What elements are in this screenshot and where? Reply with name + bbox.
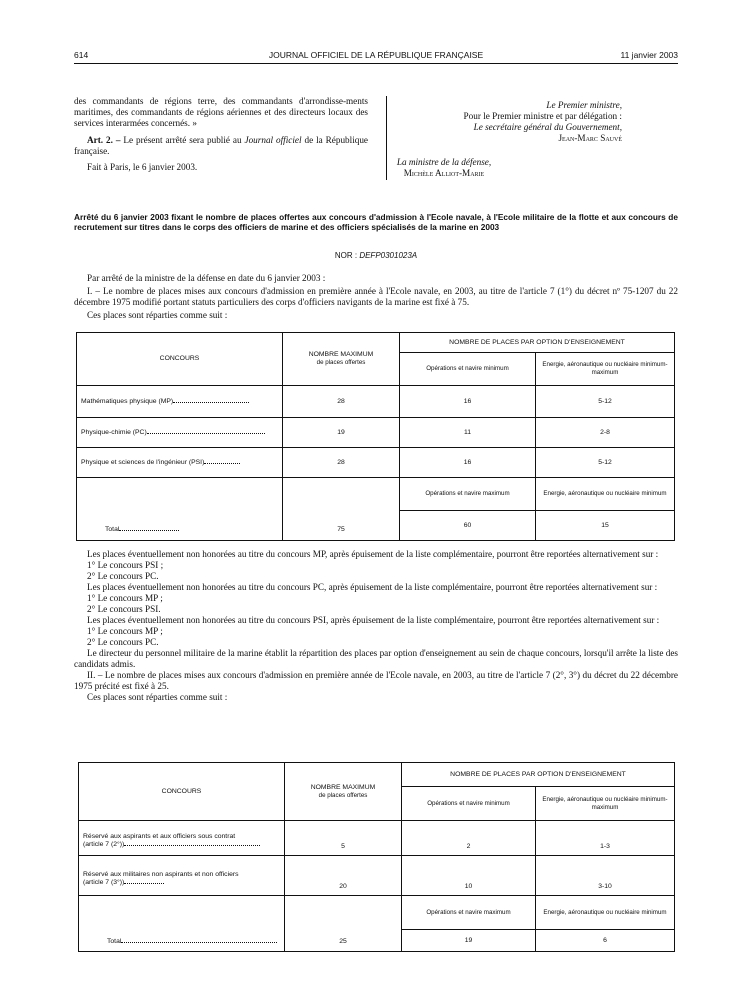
report-pc-item-2: 2° Le concours PSI.	[87, 604, 161, 614]
arrete-body	[74, 273, 678, 321]
article-2-text-b: de la République française.	[74, 135, 369, 156]
table-1-col-max-label: NOMBRE MAXIMUM	[308, 351, 374, 358]
section-1: I. – Le nombre de places mises aux concours d'admission en première année à l'Ecole navale, en 2003, au titre de l'article 7 (1°) du décret nº 75-1207 du 22 décembre 1975 modifié portant statuts particuliers des corps d'officiers navigants de la marine est fixé à 75.	[74, 286, 678, 307]
table-2-row-ops: 10	[402, 856, 536, 896]
table-1-total-energie: 15	[536, 511, 675, 541]
table-2-col-group: NOMBRE DE PLACES PAR OPTION D'ENSEIGNEMENT	[402, 763, 675, 787]
table-2-col-max-sub: de places offertes	[318, 791, 368, 799]
section-2: II. – Le nombre de places mises aux concours d'admission en première année de l'Ecole navale, en 2003, au titre de l'article 7 (2°, 3°) du décret du 22 décembre 1975 précité est fixé à 25.	[74, 670, 678, 691]
header-rule	[74, 63, 678, 64]
article-2-text-a: Le présent arrêté sera publié au	[123, 135, 242, 145]
report-psi-item-1: 1° Le concours MP ;	[87, 626, 163, 636]
table-1-col-max	[283, 333, 400, 386]
places-table-2	[78, 762, 675, 952]
table-2-row-label	[79, 821, 285, 856]
table-1-col-ops: Opérations et navire minimum	[400, 353, 536, 386]
pm-name: Jean-Marc Sauvé	[558, 133, 622, 143]
table-1-row-energie: 5-12	[536, 448, 675, 478]
table-2-total-energie-head: Energie, aéronautique ou nucléaire minimum	[536, 896, 675, 930]
row-label-text: Physique et sciences de l'ingénieur (PSI)	[81, 458, 205, 466]
leader-dots	[147, 433, 265, 434]
directeur-paragraph: Le directeur du personnel militaire de la marine établit la répartition des places par option d'enseignement au sein de chaque concours, lorsqu'il arrête la liste des candidats admis.	[74, 648, 678, 669]
article-2-label: Art. 2. –	[87, 135, 121, 145]
table-1-row-max: 19	[283, 418, 400, 448]
row-label-line-2-text: (article 7 (2°))	[83, 841, 125, 848]
arrete-title: Arrêté du 6 janvier 2003 fixant le nombre de places offertes aux concours d'admission à l'Ecole navale, à l'Ecole militaire de la flotte et aux concours de recrutement sur titres dans le corps des officiers de marine et des officiers spécialisés de la marine en 2003	[74, 212, 678, 232]
table-1-row-max: 28	[283, 386, 400, 418]
places-table-1	[76, 332, 675, 541]
defense-signature	[384, 157, 504, 179]
article-2-journal: Journal officiel	[244, 135, 302, 145]
nor-label: NOR :	[334, 251, 358, 260]
pm-signature	[400, 100, 622, 144]
nor-code: DEFP0301023A	[359, 251, 418, 260]
row-label-line-1: Réservé aux militaires non aspirants et non officiers	[83, 870, 239, 878]
table-row	[77, 448, 675, 478]
table-1-total-ops: 60	[400, 511, 536, 541]
table-2-header-row-1	[79, 763, 675, 787]
table-row	[77, 386, 675, 418]
table-1-total-max: 75	[283, 478, 400, 541]
table-1-total-energie-head: Energie, aéronautique ou nucléaire minimum	[536, 478, 675, 511]
report-pc-item-1: 1° Le concours MP ;	[87, 593, 163, 603]
row-label-line-2-text: (article 7 (3°))	[83, 878, 125, 886]
repartition-2: Ces places sont réparties comme suit :	[87, 692, 228, 702]
table-2-col-max	[285, 763, 402, 821]
total-label-text: Total	[107, 938, 122, 945]
nor-line	[74, 251, 678, 260]
arrete-intro: Par arrêté de la ministre de la défense en date du 6 janvier 2003 :	[87, 273, 326, 283]
row-label-text: Mathématiques physique (MP)	[81, 397, 174, 405]
table-1-total-label	[77, 478, 283, 541]
leader-dots	[119, 530, 179, 531]
pm-delegation: Pour le Premier ministre et par délégation :	[463, 111, 622, 121]
row-label-line-2	[83, 879, 280, 887]
report-paragraph-pc: Les places éventuellement non honorées au titre du concours PC, après épuisement de la liste complémentaire, pourront être reportées alternativement sur :	[87, 582, 658, 592]
report-psi-item-2: 2° Le concours PC.	[87, 637, 159, 647]
leader-dots	[204, 463, 240, 464]
table-1-row-label	[77, 448, 283, 478]
row-label-line-2	[83, 841, 280, 849]
top-left-column	[74, 96, 368, 173]
leader-dots	[124, 883, 164, 884]
table-2-row-max: 20	[285, 856, 402, 896]
table-2-total-ops-head: Opérations et navire maximum	[402, 896, 536, 930]
report-paragraph-psi: Les places éventuellement non honorées au titre du concours PSI, après épuisement de la liste complémentaire, pourront être reportées alternativement sur :	[87, 615, 660, 625]
table-2-total-max: 25	[285, 896, 402, 952]
journal-title: JOURNAL OFFICIEL DE LA RÉPUBLIQUE FRANÇAISE	[268, 50, 484, 60]
middle-body	[74, 549, 678, 703]
table-2-col-energie: Energie, aéronautique ou nucléaire minimum-maximum	[536, 787, 675, 821]
table-row	[79, 821, 675, 856]
total-label-text: Total	[105, 526, 120, 533]
table-2-row-energie: 1-3	[536, 821, 675, 856]
table-2-total-header-row	[79, 896, 675, 930]
table-1-col-group: NOMBRE DE PLACES PAR OPTION D'ENSEIGNEMENT	[400, 333, 675, 353]
table-row	[77, 418, 675, 448]
table-1-row-ops: 11	[400, 418, 536, 448]
table-1-row-ops: 16	[400, 386, 536, 418]
table-1-row-max: 28	[283, 448, 400, 478]
defense-title: La ministre de la défense,	[396, 157, 492, 167]
table-1-col-energie: Energie, aéronautique ou nucléaire minimum-maximum	[536, 353, 675, 386]
closing-paragraph: des commandants de régions terre, des commandants d'arrondisse-ments maritimes, des commandants de régions aériennes et des directeurs locaux des services interarmées concernés. »	[74, 96, 368, 128]
pm-title: Le Premier ministre,	[546, 100, 622, 110]
table-2-row-max: 5	[285, 821, 402, 856]
fait-a-paris: Fait à Paris, le 6 janvier 2003.	[87, 162, 198, 172]
leader-dots	[124, 845, 260, 846]
table-1-row-label	[77, 386, 283, 418]
page-date: 11 janvier 2003	[620, 50, 678, 60]
table-1-total-header-row	[77, 478, 675, 511]
table-2-col-ops: Opérations et navire minimum	[402, 787, 536, 821]
table-2-row-ops: 2	[402, 821, 536, 856]
table-1-col-concours: CONCOURS	[77, 333, 283, 386]
table-1-row-energie: 5-12	[536, 386, 675, 418]
pm-secretaire: Le secrétaire général du Gouvernement,	[473, 122, 622, 132]
table-2-col-max-label: NOMBRE MAXIMUM	[310, 783, 376, 791]
table-1-row-ops: 16	[400, 448, 536, 478]
repartition-1: Ces places sont réparties comme suit :	[87, 310, 228, 320]
table-2-row-label	[79, 856, 285, 896]
defense-name: Michèle Alliot-Marie	[403, 168, 485, 178]
table-2-col-concours: CONCOURS	[79, 763, 285, 821]
table-row	[79, 856, 675, 896]
table-2-total-ops: 19	[402, 930, 536, 952]
page-number: 614	[74, 50, 89, 60]
report-mp-item-1: 1° Le concours PSI ;	[87, 560, 164, 570]
table-1-col-max-sub: de places offertes	[316, 359, 366, 366]
table-2-total-label	[79, 896, 285, 952]
report-mp-item-2: 2° Le concours PC.	[87, 571, 159, 581]
table-1-row-energie: 2-8	[536, 418, 675, 448]
table-2-total-energie: 6	[536, 930, 675, 952]
table-1-header-row-1	[77, 333, 675, 353]
table-1-row-label	[77, 418, 283, 448]
article-2	[74, 135, 368, 157]
row-label-text: Physique-chimie (PC)	[81, 428, 147, 436]
report-paragraph-mp: Les places éventuellement non honorées au titre du concours MP, après épuisement de la liste complémentaire, pourront être reportées alternativement sur :	[87, 549, 659, 559]
table-1-total-ops-head: Opérations et navire maximum	[400, 478, 536, 511]
table-2-row-energie: 3-10	[536, 856, 675, 896]
leader-dots	[121, 942, 277, 943]
row-label-line-1: Réservé aux aspirants et aux officiers sous contrat	[83, 833, 236, 840]
leader-dots	[173, 402, 249, 403]
